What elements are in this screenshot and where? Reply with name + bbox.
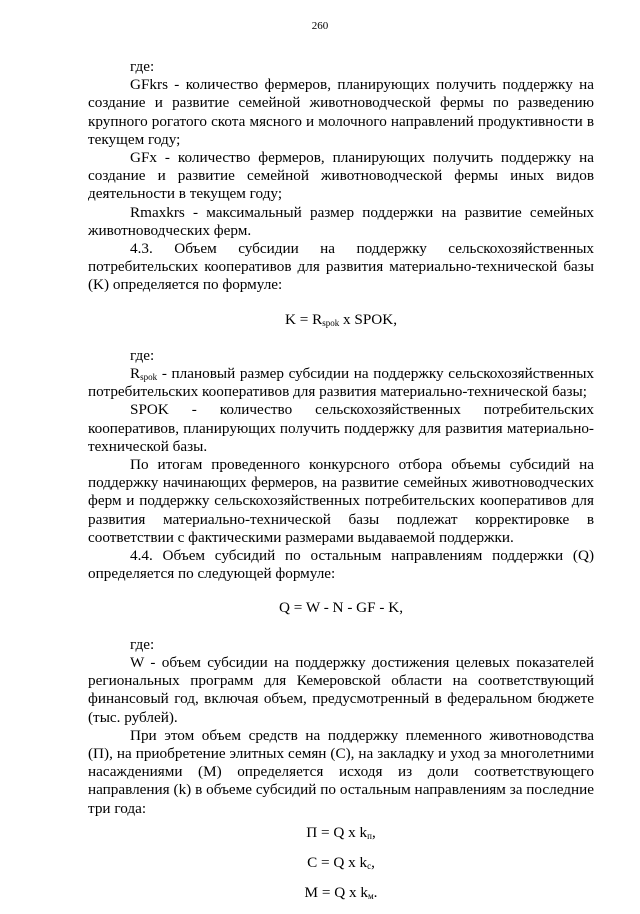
definition-spok: SPOK - количество сельскохозяйственных потребительских кооперативов, планирующих получить поддержку для развития материально-технической базы.	[88, 401, 594, 455]
definition-rmaxkrs: Rmaxkrs - максимальный размер поддержки на развитие семейных животноводческих ферм.	[88, 203, 594, 239]
definition-gfkrs: GFkrs - количество фермеров, планирующих получить поддержку на создание и развитие семейной животноводческой фермы по разведению крупного рогатого скота мясного и молочного направлений продуктивности в текущем году;	[88, 76, 594, 148]
where-label-3: где:	[130, 635, 155, 653]
definition-rspok: $R_{spok}$ - плановый размер субсидии на поддержку сельскохозяйственных потребительских кооперативов для развития материально-технической базы;	[88, 365, 594, 401]
document-body	[88, 58, 594, 914]
definition-gfx: GFx - количество фермеров, планирующих получить поддержку на создание и развитие семейной животноводческой фермы иных видов деятельности в текущем году;	[88, 149, 594, 203]
formula-c: С = Q x $k_с$,	[307, 853, 375, 871]
paragraph-4-4: 4.4. Объем субсидий по остальным направлениям поддержки (Q) определяется по следующей формуле:	[88, 547, 594, 583]
formula-q: Q = W - N - GF - K,	[278, 599, 403, 617]
paragraph-results: По итогам проведенного конкурсного отбора объемы субсидий на поддержку начинающих фермеров, на развитие семейных животноводческих ферм и поддержку сельскохозяйственных потребительских кооперативов для развития материально-технической базы подлежат корректировке в соответствии с фактическими размерами выдаваемой поддержки.	[88, 456, 594, 546]
formula-m: М = Q x $k_м$.	[304, 884, 378, 902]
paragraph-4-3: 4.3. Объем субсидии на поддержку сельскохозяйственных потребительских кооперативов для развития материально-технической базы (K) определяется по формуле:	[88, 240, 594, 294]
definition-w: W - объем субсидии на поддержку достижения целевых показателей региональных программ для Кемеровской области на соответствующий финансовый год, включая объем, предусмотренный в федеральном бюджете (тыс. рублей).	[88, 653, 594, 726]
page-number: 260	[311, 20, 329, 32]
where-label-2: где:	[130, 346, 155, 364]
where-label-1: где:	[130, 58, 155, 75]
formula-k: $K = R_{spok}$ x SPOK,	[284, 310, 398, 328]
paragraph-distribution: При этом объем средств на поддержку племенного животноводства (П), на приобретение элитных семян (С), на закладку и уход за многолетними насаждениями (М) определяется исходя из доли соответствующего направления (k) в объеме субсидий по остальным направлениям за последние три года:	[88, 726, 594, 817]
formula-p: П = Q x $k_п$,	[306, 823, 376, 841]
